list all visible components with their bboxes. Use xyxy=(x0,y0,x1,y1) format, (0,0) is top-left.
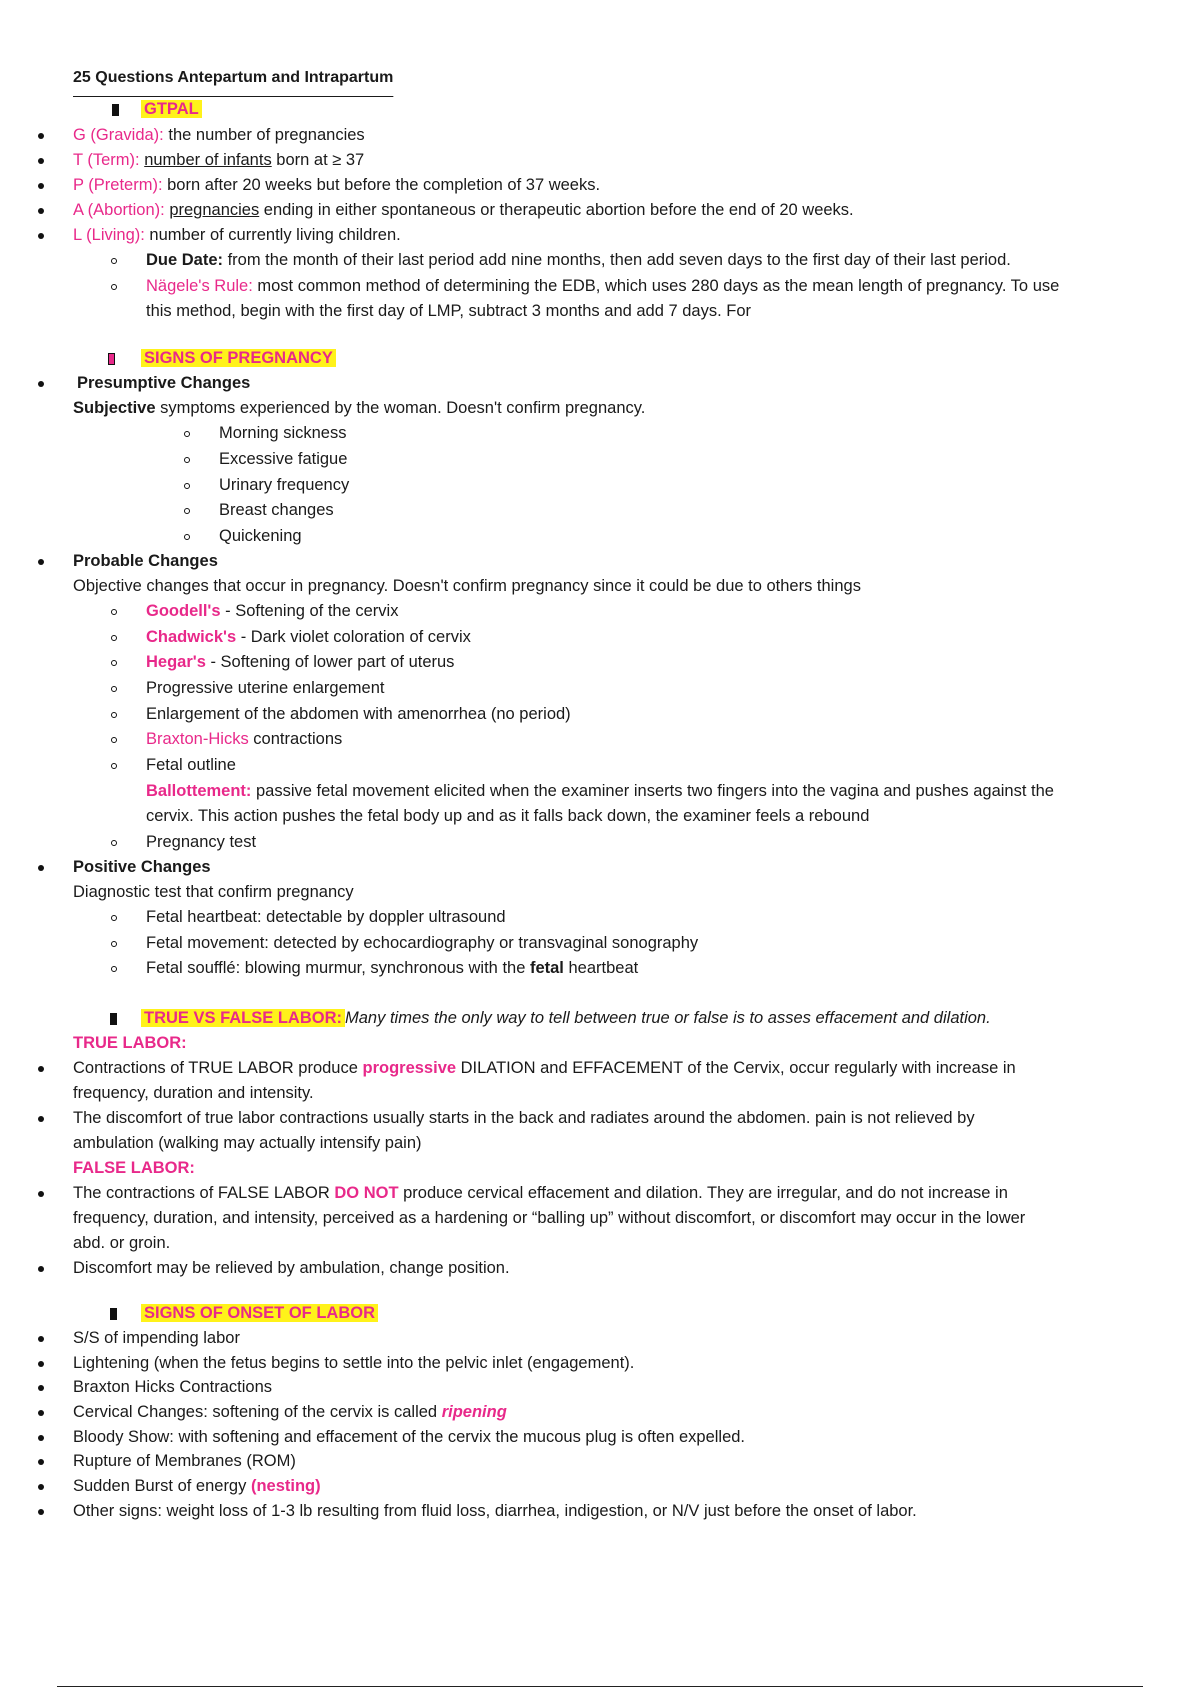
probable-item-hegar: Hegar's - Softening of lower part of uterus xyxy=(146,653,455,671)
bullet-icon xyxy=(38,1191,44,1197)
bullet-icon xyxy=(38,1266,44,1272)
document-title-cutoff: 25 Questions Antepartum and Intrapartum xyxy=(73,69,394,86)
positive-item: Fetal movement: detected by echocardiography or transvaginal sonography xyxy=(146,934,699,952)
circle-bullet-icon xyxy=(111,660,117,666)
probable-item-chadwick: Chadwick's - Dark violet coloration of cervix xyxy=(146,628,471,646)
bullet-icon xyxy=(38,183,44,189)
section-heading-gtpal: GTPAL xyxy=(141,98,202,120)
positive-title: Positive Changes xyxy=(73,858,211,876)
nagele-rule-item: Nägele's Rule: most common method of determining the EDB, which uses 280 days as the mean length of pregnancy. To use xyxy=(146,277,1060,295)
circle-bullet-icon xyxy=(111,712,117,718)
circle-bullet-icon xyxy=(184,431,190,437)
positive-item: Fetal heartbeat: detectable by doppler ultrasound xyxy=(146,908,506,926)
bullet-icon xyxy=(38,1361,44,1367)
bullet-icon xyxy=(38,1116,44,1122)
onset-item-burst: Sudden Burst of energy (nesting) xyxy=(73,1477,321,1495)
circle-bullet-icon xyxy=(184,483,190,489)
true-labor-item: Contractions of TRUE LABOR produce progressive DILATION and EFFACEMENT of the Cervix, occur regularly with increase in xyxy=(73,1059,1016,1077)
probable-item: Progressive uterine enlargement xyxy=(146,679,385,697)
circle-bullet-icon xyxy=(111,258,117,264)
presumptive-item: Urinary frequency xyxy=(219,476,350,494)
true-labor-label: TRUE LABOR: xyxy=(73,1034,187,1052)
section-heading-onset-of-labor: SIGNS OF ONSET OF LABOR xyxy=(141,1302,378,1324)
circle-bullet-icon xyxy=(184,534,190,540)
circle-bullet-icon xyxy=(111,635,117,641)
bullet-icon xyxy=(38,133,44,139)
bullet-icon xyxy=(38,1435,44,1441)
circle-bullet-icon xyxy=(111,737,117,743)
presumptive-title: Presumptive Changes xyxy=(77,374,251,392)
bullet-icon xyxy=(38,233,44,239)
square-bullet-icon xyxy=(108,353,115,365)
false-labor-item: Discomfort may be relieved by ambulation, change position. xyxy=(73,1259,510,1277)
presumptive-item: Morning sickness xyxy=(219,424,347,442)
onset-item: Braxton Hicks Contractions xyxy=(73,1378,272,1396)
square-bullet-icon xyxy=(112,104,119,116)
presumptive-item: Quickening xyxy=(219,527,302,545)
positive-description: Diagnostic test that confirm pregnancy xyxy=(73,883,354,901)
ballottement-text: Ballottement: passive fetal movement elicited when the examiner inserts two fingers into the vagina and pushes against the xyxy=(146,782,1054,800)
onset-item: Rupture of Membranes (ROM) xyxy=(73,1452,296,1470)
bullet-icon xyxy=(38,1459,44,1465)
footer-divider xyxy=(57,1686,1143,1687)
onset-item: Bloody Show: with softening and effacement of the cervix the mucous plug is often expelled. xyxy=(73,1428,746,1446)
false-labor-label: FALSE LABOR: xyxy=(73,1159,195,1177)
onset-item: Lightening (when the fetus begins to settle into the pelvic inlet (engagement). xyxy=(73,1354,635,1372)
circle-bullet-icon xyxy=(111,763,117,769)
circle-bullet-icon xyxy=(111,840,117,846)
probable-item-goodell: Goodell's - Softening of the cervix xyxy=(146,602,399,620)
bullet-icon xyxy=(38,1336,44,1342)
onset-item-cervical: Cervical Changes: softening of the cervix is called ripening xyxy=(73,1403,507,1421)
circle-bullet-icon xyxy=(111,686,117,692)
circle-bullet-icon xyxy=(111,609,117,615)
true-labor-item-continuation: frequency, duration and intensity. xyxy=(73,1084,314,1102)
bullet-icon xyxy=(38,158,44,164)
gtpal-item-t: T (Term): number of infants born at ≥ 37 xyxy=(73,151,365,169)
bullet-icon xyxy=(38,1410,44,1416)
due-date-item: Due Date: from the month of their last period add nine months, then add seven days to the first day of their last period. xyxy=(146,251,1011,269)
gtpal-item-g: G (Gravida): the number of pregnancies xyxy=(73,126,365,144)
probable-title: Probable Changes xyxy=(73,552,218,570)
square-bullet-icon xyxy=(110,1308,117,1320)
probable-item: Pregnancy test xyxy=(146,833,257,851)
circle-bullet-icon xyxy=(184,508,190,514)
false-labor-item-continuation: frequency, duration, and intensity, perceived as a hardening or “balling up” without discomfort, or discomfort may occur in the lower xyxy=(73,1209,1026,1227)
square-bullet-icon xyxy=(110,1013,117,1025)
probable-item-braxton: Braxton-Hicks contractions xyxy=(146,730,343,748)
bullet-icon xyxy=(38,865,44,871)
section-heading-true-vs-false-labor: TRUE VS FALSE LABOR: Many times the only way to tell between true or false is to asses effacement and dilation. xyxy=(141,1007,991,1029)
true-labor-item-continuation: ambulation (walking may actually intensify pain) xyxy=(73,1134,422,1152)
circle-bullet-icon xyxy=(111,941,117,947)
circle-bullet-icon xyxy=(111,284,117,290)
bullet-icon xyxy=(38,1484,44,1490)
bullet-icon xyxy=(38,1509,44,1515)
section-heading-signs-of-pregnancy: SIGNS OF PREGNANCY xyxy=(141,347,336,369)
positive-item: Fetal soufflé: blowing murmur, synchronous with the fetal heartbeat xyxy=(146,959,639,977)
presumptive-description: Subjective symptoms experienced by the woman. Doesn't confirm pregnancy. xyxy=(73,399,646,417)
gtpal-item-l: L (Living): number of currently living children. xyxy=(73,226,401,244)
bullet-icon xyxy=(38,1385,44,1391)
circle-bullet-icon xyxy=(184,457,190,463)
nagele-rule-continuation: this method, begin with the first day of LMP, subtract 3 months and add 7 days. For xyxy=(146,302,752,320)
bullet-icon xyxy=(38,208,44,214)
probable-item: Fetal outline xyxy=(146,756,236,774)
bullet-icon xyxy=(38,1066,44,1072)
true-labor-item: The discomfort of true labor contractions usually starts in the back and radiates around the abdomen. pain is not relieved by xyxy=(73,1109,975,1127)
probable-item: Enlargement of the abdomen with amenorrhea (no period) xyxy=(146,705,571,723)
bullet-icon xyxy=(38,381,44,387)
gtpal-item-a: A (Abortion): pregnancies ending in either spontaneous or therapeutic abortion before the end of 20 weeks. xyxy=(73,201,854,219)
gtpal-item-p: P (Preterm): born after 20 weeks but before the completion of 37 weeks. xyxy=(73,176,601,194)
onset-item: S/S of impending labor xyxy=(73,1329,240,1347)
onset-item-cutoff: Other signs: weight loss of 1-3 lb resulting from fluid loss, diarrhea, indigestion, or N/V just before the onset of labor. xyxy=(73,1502,917,1520)
circle-bullet-icon xyxy=(111,966,117,972)
bullet-icon xyxy=(38,559,44,565)
false-labor-item-continuation: abd. or groin. xyxy=(73,1234,171,1252)
ballottement-continuation: cervix. This action pushes the fetal body up and as it falls back down, the examiner feels a rebound xyxy=(146,807,870,825)
false-labor-item: The contractions of FALSE LABOR DO NOT produce cervical effacement and dilation. They are irregular, and do not increase in xyxy=(73,1184,1008,1202)
presumptive-item: Breast changes xyxy=(219,501,334,519)
circle-bullet-icon xyxy=(111,915,117,921)
presumptive-item: Excessive fatigue xyxy=(219,450,348,468)
probable-description: Objective changes that occur in pregnancy. Doesn't confirm pregnancy since it could be due to others things xyxy=(73,577,861,595)
